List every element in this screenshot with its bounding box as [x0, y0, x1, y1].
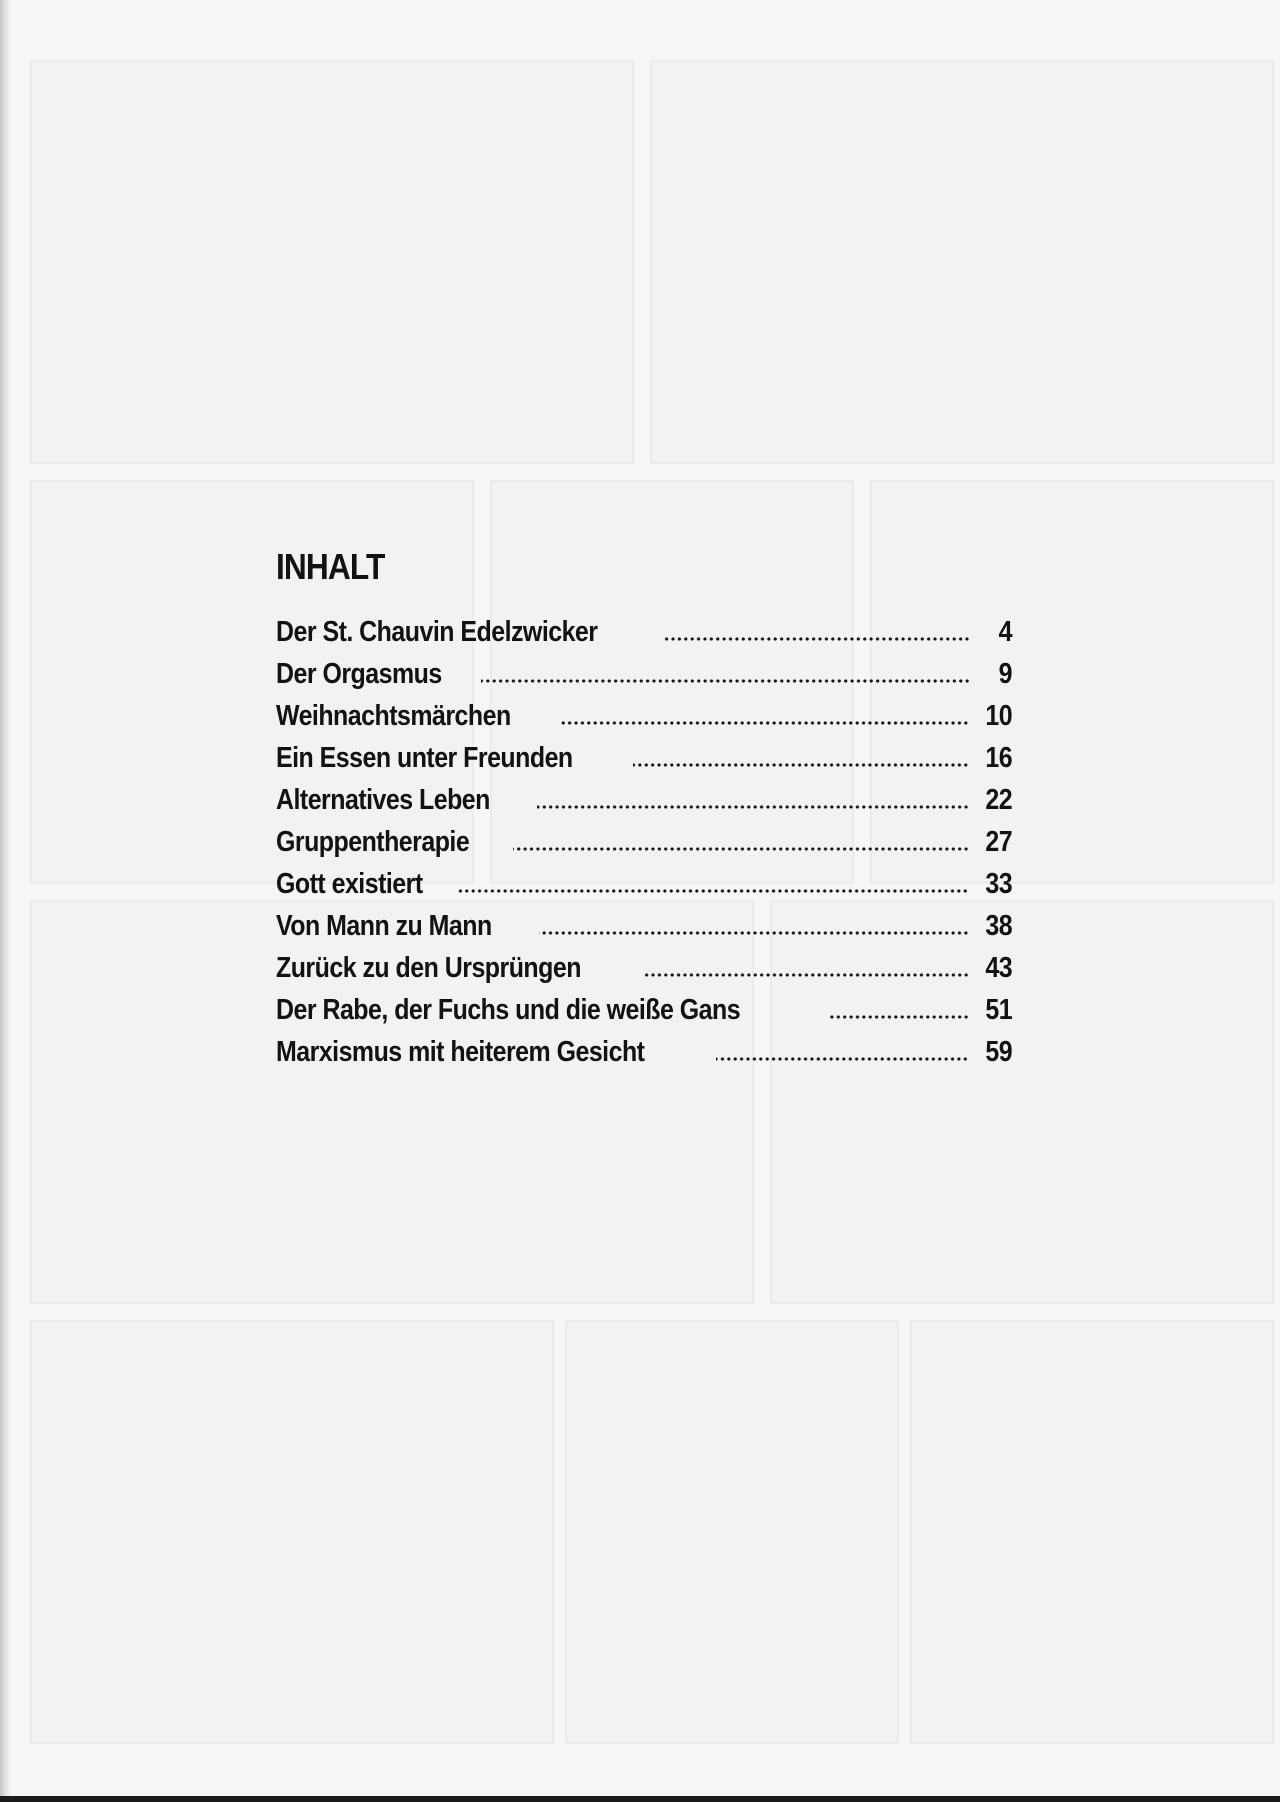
dot-leader [828, 1015, 969, 1019]
toc-entry[interactable] [276, 695, 1012, 737]
toc-heading: INHALT [276, 546, 385, 587]
toc-entry-page: 16 [985, 742, 1012, 774]
toc-entry-page: 59 [985, 1036, 1012, 1068]
toc-entry[interactable] [276, 863, 1012, 905]
toc-entry[interactable] [276, 737, 1012, 779]
show-through-panel [30, 60, 634, 464]
page-bottom-edge [0, 1796, 1280, 1802]
toc-entry[interactable] [276, 821, 1012, 863]
toc-entry[interactable] [276, 947, 1012, 989]
toc-entry-title: Der Rabe, der Fuchs und die weiße Gans [276, 994, 741, 1026]
table-of-contents [276, 545, 1012, 1073]
toc-entry-title: Gott existiert [276, 868, 423, 900]
toc-entry-page: 27 [985, 826, 1012, 858]
toc-entry-title: Der St. Chauvin Edelzwicker [276, 616, 598, 648]
toc-entry[interactable] [276, 653, 1012, 695]
toc-entry-page: 43 [985, 952, 1012, 984]
toc-entry[interactable] [276, 989, 1012, 1031]
toc-entry-title: Alternatives Leben [276, 784, 490, 816]
toc-entry-title: Zurück zu den Ursprüngen [276, 952, 581, 984]
toc-entry-title: Gruppentherapie [276, 826, 470, 858]
toc-entry-page: 10 [985, 700, 1012, 732]
toc-entry-title: Weihnachtsmärchen [276, 700, 511, 732]
dot-leader [662, 637, 970, 641]
dot-leader [643, 973, 969, 977]
toc-entry[interactable] [276, 905, 1012, 947]
toc-entry-title: Ein Essen unter Freunden [276, 742, 573, 774]
toc-entry-page: 33 [985, 868, 1012, 900]
toc-entry-page: 38 [985, 910, 1012, 942]
dot-leader [481, 679, 970, 683]
dot-leader [537, 805, 969, 809]
show-through-panel [650, 60, 1274, 464]
show-through-panel [910, 1320, 1274, 1744]
dot-leader [561, 721, 969, 725]
dot-leader [716, 1057, 968, 1061]
toc-entry-page: 51 [985, 994, 1012, 1026]
show-through-panel [565, 1320, 899, 1744]
toc-entry[interactable] [276, 779, 1012, 821]
toc-entry-title: Der Orgasmus [276, 658, 442, 690]
dot-leader [539, 931, 969, 935]
toc-list [276, 611, 1012, 1073]
toc-entry[interactable] [276, 1031, 1012, 1073]
toc-entry[interactable] [276, 611, 1012, 653]
dot-leader [513, 847, 969, 851]
page-spine-shadow [0, 0, 10, 1802]
show-through-panel [30, 1320, 554, 1744]
toc-entry-title: Marxismus mit heiterem Gesicht [276, 1036, 645, 1068]
toc-entry-title: Von Mann zu Mann [276, 910, 492, 942]
toc-entry-page: 22 [985, 784, 1012, 816]
dot-leader [458, 889, 968, 893]
dot-leader [633, 763, 969, 767]
toc-entry-page: 4 [998, 616, 1012, 648]
toc-entry-page: 9 [998, 658, 1012, 690]
